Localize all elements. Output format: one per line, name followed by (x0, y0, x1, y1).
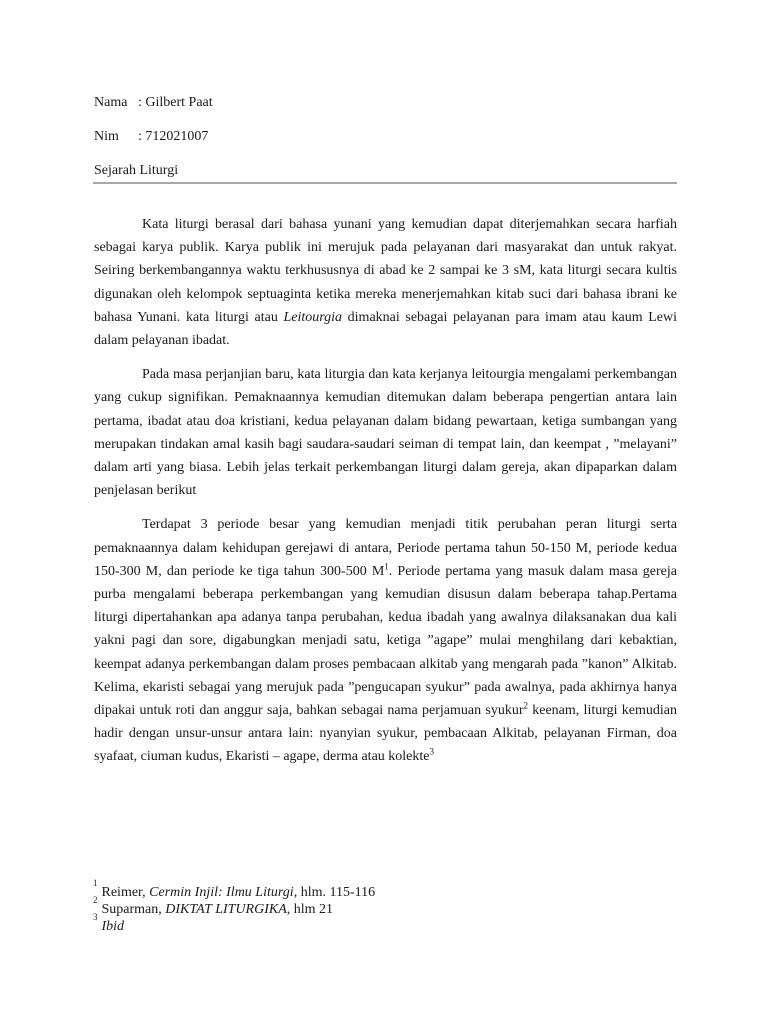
footnotes (93, 878, 376, 935)
document-body (94, 213, 677, 780)
footnote-ref-2: 2 (523, 700, 528, 711)
footnote-3: $^3$Ibid (93, 912, 125, 934)
document-header (94, 86, 678, 188)
name-label: Nama (94, 95, 128, 110)
name-value: : Gilbert Paat (138, 95, 213, 110)
nim-label: Nim (94, 129, 119, 144)
footnote-2: $^2$Suparman, DIKTAT LITURGIKA, hlm 21 (93, 895, 334, 917)
name-row (94, 86, 678, 120)
footnote-ref-1: 1 (384, 561, 389, 572)
document-title: Sejarah Liturgi (94, 163, 179, 178)
paragraph-2: Pada masa perjanjian baru, kata liturgia dan kata kerjanya leitourgia mengalami perkembangan yang cukup signifikan. Pemaknaannya kemudian ditemukan dalam beberapa pengertian antara lain pertama, ibadat atau doa kristiani, kedua pelayanan dalam bidang pewartaan, ketiga sumbangan yang merupakan tindakan amal kasih bagi saudara-saudari seiman di tempat lain, dan keempat , ”melayani” dalam arti yang biasa. Lebih jelas terkait perkembangan liturgi dalam gereja, akan dipaparkan dalam penjelasan berikut (94, 367, 677, 499)
nim-row (94, 120, 678, 154)
nim-value: : 712021007 (138, 129, 209, 144)
paragraph-3: Terdapat 3 periode besar yang kemudian menjadi titik perubahan peran liturgi serta pemaknaannya dalam kehidupan gerejawi di antara, Periode pertama tahun 50-150 M, periode kedua 150-300 M, dan periode ke tiga tahun 300-500 $M^1$. Periode pertama yang masuk dalam masa gereja purba mengalami beberapa perkembangan yang kemudian disusun dalam beberapa tahap.Pertama liturgi dipertahankan apa adanya tanpa perubahan, kedua ibadah yang awalnya dilaksanakan dua kali yakni pagi dan sore, digabungkan menjadi satu, ketiga ”agape” mulai menghilang dari kebaktian, keempat adanya perkembangan dalam proses pembacaan alkitab yang mengarah pada ”kanon” Alkitab. Kelima, ekaristi sebagai yang merujuk pada ”pengucapan syukur” pada awalnya, pada akhirnya hanya dipakai untuk roti dan anggur saja, bahkan sebagai nama perjamuan syukur$^2$ keenam, liturgi kemudian hadir dengan unsur-unsur antara lain: nyanyian syukur, pembacaan Alkitab, pelayanan Firman, doa syafaat, ciuman kudus, Ekaristi – agape, derma atau kolekte$^3$ (94, 517, 678, 765)
footnote-ref-3: 3 (429, 746, 434, 757)
header-divider (93, 182, 677, 184)
paragraph-1: Kata liturgi berasal dari bahasa yunani yang kemudian dapat diterjemahkan secara harfiah sebagai karya publik. Karya publik ini merujuk pada pelayanan dari masyarakat dan untuk rakyat. Seiring berkembangannya waktu terkhususnya di abad ke 2 sampai ke 3 sM, kata liturgi secara kultis digunakan oleh kelompok septuaginta ketika mereka menerjemahkan kitab suci dari bahasa ibrani ke bahasa Yunani. kata liturgi atau Leitourgia dimaknai sebagai pelayanan para imam atau kaum Lewi dalam pelayanan ibadat. (94, 217, 677, 349)
footnote-1: $^1$Reimer, Cermin Injil: Ilmu Liturgi, hlm. 115-116 (93, 878, 376, 900)
italic-term: Leitourgia (283, 309, 343, 325)
